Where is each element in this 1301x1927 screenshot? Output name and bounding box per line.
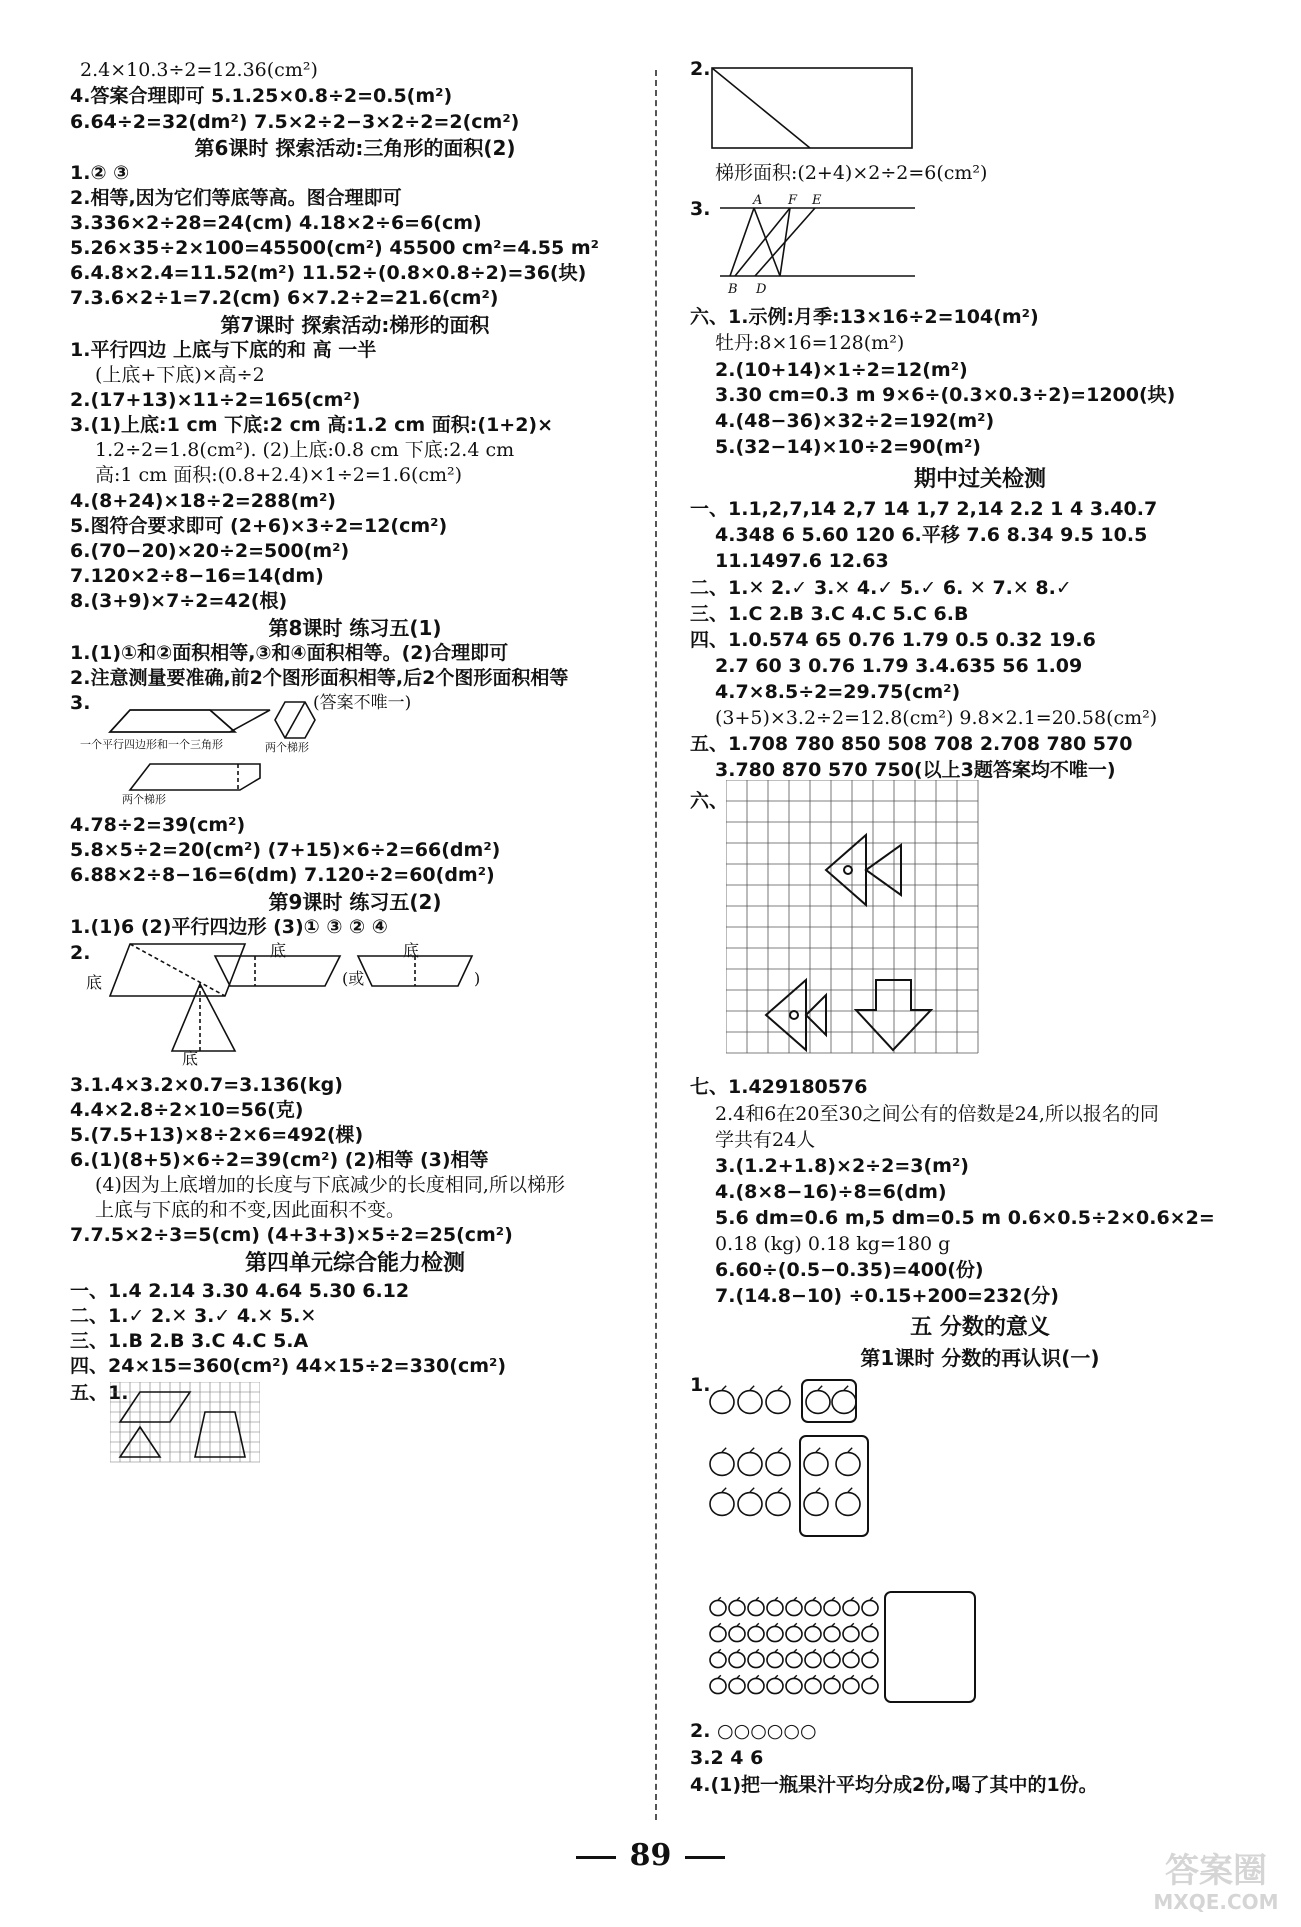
apple-icon: [862, 1626, 878, 1641]
apple-stem: [848, 1488, 852, 1492]
apple-icon: [836, 1493, 860, 1516]
answer-line: 4.(48−36)×32÷2=192(m²): [715, 410, 995, 432]
apple-stem: [870, 1597, 873, 1600]
footer-dash: [685, 1856, 725, 1859]
apple-stem: [722, 1386, 726, 1390]
apple-icon: [710, 1678, 726, 1693]
answer-line: 3.2 4 6: [690, 1747, 764, 1769]
base-label: 底: [86, 973, 103, 992]
apple-stem: [737, 1597, 740, 1600]
answer-line: 6.88×2÷8−16=6(dm) 7.120÷2=60(dm²): [70, 864, 495, 886]
base-height-figure: [70, 936, 630, 1066]
apple-icon: [738, 1391, 762, 1414]
apple-icon: [748, 1652, 764, 1667]
footer-dash: [576, 1856, 616, 1859]
transformation-grid: [726, 780, 986, 1070]
answer-line: 3.: [70, 692, 91, 714]
apple-icon: [766, 1453, 790, 1476]
apple-stem: [756, 1675, 759, 1678]
answer-line: 3.(1)上底:1 cm 下底:2 cm 高:1.2 cm 面积:(1+2)×: [70, 414, 554, 436]
base-label: 底: [182, 1049, 199, 1068]
apple-icon: [843, 1600, 859, 1615]
answer-line: 二、1.✕ 2.✓ 3.✕ 4.✓ 5.✓ 6. ✕ 7.✕ 8.✓: [690, 577, 1072, 599]
answer-line: 4.答案合理即可 5.1.25×0.8÷2=0.5(m²): [70, 85, 453, 107]
answer-line: 11.1497.6 12.63: [715, 550, 889, 572]
answer-line: 1.② ③: [70, 162, 130, 184]
arrow-shape: [856, 980, 931, 1050]
answer-line: 1.2÷2=1.8(cm²). (2)上底:0.8 cm 下底:2.4 cm: [95, 439, 515, 461]
apple-stem: [794, 1597, 797, 1600]
apple-stem: [775, 1597, 778, 1600]
two-trapezoids-shape-bottom: [130, 764, 260, 790]
answer-line: 七、1.429180576: [690, 1076, 868, 1098]
watermark-url: MXQE.COM: [1153, 1890, 1279, 1914]
apple-stem: [832, 1623, 835, 1626]
lesson-heading: 第6课时 探索活动:三角形的面积(2): [194, 136, 516, 160]
answer-line: 2. ○○○○○○: [690, 1720, 817, 1742]
answer-line: 5.8×5÷2=20(cm²) (7+15)×6÷2=66(dm²): [70, 839, 501, 861]
answer-line: 7.(14.8−10) ÷0.15+200=232(分): [715, 1285, 1059, 1307]
unit-heading: 五 分数的意义: [910, 1315, 1050, 1340]
answer-line: 4.(8+24)×18÷2=288(m²): [70, 490, 336, 512]
apple-icon: [729, 1678, 745, 1693]
answer-line: 牡丹:8×16=128(m²): [715, 332, 905, 354]
answer-line: 上底与下底的和不变,因此面积不变。: [95, 1199, 406, 1221]
apple-stem: [737, 1675, 740, 1678]
apple-stem: [851, 1623, 854, 1626]
figure-caption: 一个平行四边形和一个三角形: [80, 738, 223, 751]
answer-line: 5.6 dm=0.6 m,5 dm=0.5 m 0.6×0.5÷2×0.6×2=: [715, 1207, 1215, 1229]
answer-line: 学共有24人: [715, 1129, 816, 1151]
apple-icon: [843, 1626, 859, 1641]
answer-line: 高:1 cm 面积:(0.8+2.4)×1÷2=1.6(cm²): [95, 464, 463, 486]
answer-line: 六、: [690, 790, 729, 812]
apple-icon: [824, 1600, 840, 1615]
apple-icon: [786, 1678, 802, 1693]
lesson-heading: 第9课时 练习五(2): [268, 890, 442, 914]
apple-stem: [816, 1488, 820, 1492]
answer-line: 6.64÷2=32(dm²) 7.5×2÷2−3×2÷2=2(cm²): [70, 111, 520, 133]
answer-line: 6.60÷(0.5−0.35)=400(份): [715, 1259, 984, 1281]
answer-line: 3.780 870 570 750(以上3题答案均不唯一): [715, 759, 1116, 781]
point-label-A: A: [753, 193, 763, 208]
apple-icon: [805, 1600, 821, 1615]
answer-line: 4.348 6 5.60 120 6.平移 7.6 8.34 9.5 10.5: [715, 524, 1148, 546]
apple-stem: [848, 1448, 852, 1452]
answer-line: 5.(7.5+13)×8÷2×6=492(棵): [70, 1124, 364, 1146]
apple-icon: [710, 1626, 726, 1641]
apple-stem: [844, 1386, 848, 1390]
apple-icon: [836, 1453, 860, 1476]
answer-line: (上底+下底)×高÷2: [95, 364, 265, 386]
point-label-F: F: [788, 193, 798, 208]
apple-stem: [775, 1675, 778, 1678]
apple-icon: [843, 1652, 859, 1667]
apple-icon: [710, 1453, 734, 1476]
apple-stem: [832, 1649, 835, 1652]
apple-icon: [710, 1652, 726, 1667]
apple-stem: [778, 1386, 782, 1390]
apple-icon: [738, 1493, 762, 1516]
lesson-heading: 第1课时 分数的再认识(一): [860, 1346, 1100, 1370]
answer-line: 5.26×35÷2×100=45500(cm²) 45500 cm²=4.55 m²: [70, 237, 599, 259]
apple-stem: [756, 1623, 759, 1626]
answer-line: 三、1.B 2.B 3.C 4.C 5.A: [70, 1330, 309, 1352]
apple-icon: [824, 1652, 840, 1667]
apple-stem: [832, 1597, 835, 1600]
grid-drawing: [110, 1382, 260, 1467]
answer-line: 1.(1)6 (2)平行四边形 (3)① ③ ② ④: [70, 916, 388, 938]
apple-icon: [786, 1652, 802, 1667]
apple-icon: [804, 1453, 828, 1476]
answer-line: 四、24×15=360(cm²) 44×15÷2=330(cm²): [70, 1355, 507, 1377]
figure-note: (答案不唯一): [313, 693, 412, 713]
point-label-E: E: [812, 193, 822, 208]
apple-icon: [804, 1493, 828, 1516]
or-label: (或: [342, 969, 365, 988]
apple-stem: [722, 1448, 726, 1452]
apple-stem: [775, 1649, 778, 1652]
apple-stem: [816, 1448, 820, 1452]
apple-icon: [805, 1626, 821, 1641]
apple-stem: [851, 1649, 854, 1652]
apple-stem: [794, 1649, 797, 1652]
apple-icon: [806, 1391, 830, 1414]
apple-icon: [748, 1626, 764, 1641]
answer-line: 7.3.6×2÷1=7.2(cm) 6×7.2÷2=21.6(cm²): [70, 287, 499, 309]
parallelogram-shape: [110, 944, 245, 996]
answer-line: 2.相等,因为它们等底等高。图合理即可: [70, 187, 402, 209]
apple-icon: [767, 1626, 783, 1641]
answer-line: 五、1.708 780 850 508 708 2.708 780 570: [690, 733, 1133, 755]
base-label: 底: [270, 941, 287, 960]
apple-stem: [778, 1448, 782, 1452]
watermark-text: 答案圈: [1165, 1851, 1267, 1891]
answer-line: 二、1.✓ 2.✕ 3.✓ 4.✕ 5.✕: [70, 1305, 317, 1327]
answer-line: 2.7 60 3 0.76 1.79 3.4.635 56 1.09: [715, 655, 1083, 677]
apple-icon: [748, 1600, 764, 1615]
apple-stem: [722, 1488, 726, 1492]
answer-line: 3.336×2÷28=24(cm) 4.18×2÷6=6(cm): [70, 212, 482, 234]
apple-icon: [748, 1678, 764, 1693]
answer-line: 六、1.示例:月季:13×16÷2=104(m²): [690, 306, 1039, 328]
answer-line: 7.120×2÷8−16=14(dm): [70, 565, 324, 587]
apple-icon: [766, 1391, 790, 1414]
answer-line: 3.: [690, 198, 711, 220]
apple-stem: [718, 1597, 721, 1600]
apple-icon: [767, 1678, 783, 1693]
apple-stem: [750, 1448, 754, 1452]
lesson-heading: 第7课时 探索活动:梯形的面积: [220, 313, 490, 337]
base-label: 底: [403, 941, 420, 960]
answer-line: 五、1.: [70, 1382, 129, 1404]
answer-line: 1.(1)①和②面积相等,③和④面积相等。(2)合理即可: [70, 642, 509, 664]
apple-icon: [862, 1652, 878, 1667]
apple-icon: [862, 1600, 878, 1615]
figure-caption: 两个梯形: [265, 741, 309, 754]
apple-stem: [756, 1597, 759, 1600]
apple-stem: [718, 1649, 721, 1652]
apple-stem: [775, 1623, 778, 1626]
answer-line: 8.(3+9)×7÷2=42(根): [70, 590, 288, 612]
apple-stem: [794, 1675, 797, 1678]
apple-icon: [824, 1626, 840, 1641]
answer-line: 2.: [70, 942, 91, 964]
answer-line: 一、1.1,2,7,14 2,7 14 1,7 2,14 2.2 1 4 3.40.7: [690, 498, 1158, 520]
answer-line: 6.(1)(8+5)×6÷2=39(cm²) (2)相等 (3)相等: [70, 1149, 489, 1171]
page-number: 89: [629, 1838, 672, 1873]
answer-line: 3.1.4×3.2×0.7=3.136(kg): [70, 1074, 343, 1096]
apple-stem: [813, 1649, 816, 1652]
answer-line: 4.(1)把一瓶果汁平均分成2份,喝了其中的1份。: [690, 1774, 1098, 1796]
apple-icon: [710, 1493, 734, 1516]
answer-line: 2.(17+13)×11÷2=165(cm²): [70, 389, 361, 411]
apple-stem: [737, 1649, 740, 1652]
apple-stem: [794, 1623, 797, 1626]
fish-shape-bottom: [766, 980, 806, 1050]
answer-line: 2.: [690, 58, 711, 80]
section-heading: 期中过关检测: [913, 467, 1046, 492]
answer-line: 3.(1.2+1.8)×2÷2=3(m²): [715, 1155, 969, 1177]
answer-line: 6.(70−20)×20÷2=500(m²): [70, 540, 350, 562]
point-label-D: D: [756, 282, 767, 297]
apples-figure: [702, 1376, 1002, 1711]
apple-stem: [756, 1649, 759, 1652]
apple-icon: [766, 1493, 790, 1516]
apple-stem: [870, 1623, 873, 1626]
answer-line: 5.图符合要求即可 (2+6)×3÷2=12(cm²): [70, 515, 448, 537]
apple-icon: [843, 1678, 859, 1693]
parallelogram-triangle-shape: [110, 710, 235, 732]
apple-stem: [718, 1675, 721, 1678]
answer-line: 三、1.C 2.B 3.C 4.C 5.C 6.B: [690, 603, 969, 625]
apple-icon: [832, 1391, 856, 1414]
answer-line: 3.30 cm=0.3 m 9×6÷(0.3×0.3÷2)=1200(块): [715, 384, 1176, 406]
paren-close: ): [474, 969, 481, 988]
apple-stem: [778, 1488, 782, 1492]
watermark-logo: [1141, 1851, 1291, 1921]
answer-line: 4.4×2.8÷2×10=56(克): [70, 1099, 304, 1121]
apple-stem: [750, 1488, 754, 1492]
answer-line: 0.18 (kg) 0.18 kg=180 g: [715, 1233, 951, 1255]
apple-icon: [786, 1600, 802, 1615]
apple-icon: [710, 1600, 726, 1615]
answer-line: 1.平行四边 上底与下底的和 高 一半: [70, 339, 377, 361]
answer-line: 4.(8×8−16)÷8=6(dm): [715, 1181, 947, 1203]
answer-line: 2.4×10.3÷2=12.36(cm²): [80, 59, 318, 81]
answer-line: 2.(10+14)×1÷2=12(m²): [715, 359, 968, 381]
point-label-B: B: [728, 282, 738, 297]
apple-icon: [786, 1626, 802, 1641]
lesson-heading: 第8课时 练习五(1): [268, 616, 442, 640]
figure-caption: 两个梯形: [122, 793, 166, 806]
answer-line: 四、1.0.574 65 0.76 1.79 0.5 0.32 19.6: [690, 629, 1096, 651]
answer-line: 一、1.4 2.14 3.30 4.64 5.30 6.12: [70, 1280, 410, 1302]
answer-line: (4)因为上底增加的长度与下底减少的长度相同,所以梯形: [95, 1174, 565, 1196]
fish-shape-top: [826, 835, 866, 905]
apple-stem: [832, 1675, 835, 1678]
apple-icon: [767, 1600, 783, 1615]
column-divider: [655, 70, 657, 1820]
answer-line: 1.: [690, 1374, 711, 1396]
apple-stem: [737, 1623, 740, 1626]
answer-line: 2.注意测量要准确,前2个图形面积相等,后2个图形面积相等: [70, 667, 569, 689]
answer-line: 6.4.8×2.4=11.52(m²) 11.52÷(0.8×0.8÷2)=36(块): [70, 262, 587, 284]
apple-stem: [813, 1597, 816, 1600]
apple-icon: [729, 1652, 745, 1667]
answer-line: 4.78÷2=39(cm²): [70, 814, 246, 836]
apple-icon: [862, 1678, 878, 1693]
page-footer: [0, 1838, 1301, 1873]
apple-icon: [805, 1678, 821, 1693]
answer-line: 7.7.5×2÷3=5(cm) (4+3+3)×5÷2=25(cm²): [70, 1224, 513, 1246]
answer-line: (3+5)×3.2÷2=12.8(cm²) 9.8×2.1=20.58(cm²): [715, 707, 1158, 729]
apple-stem: [851, 1675, 854, 1678]
apple-stem: [818, 1386, 822, 1390]
apple-stem: [870, 1649, 873, 1652]
section-heading: 第四单元综合能力检测: [244, 1251, 465, 1276]
apple-stem: [718, 1623, 721, 1626]
trapezoid-rectangle-figure: [710, 66, 920, 156]
apple-stem: [870, 1675, 873, 1678]
apple-icon: [767, 1652, 783, 1667]
apple-stem: [750, 1386, 754, 1390]
answer-line: 5.(32−14)×10÷2=90(m²): [715, 436, 981, 458]
apple-icon: [805, 1652, 821, 1667]
answer-line: 4.7×8.5÷2=29.75(cm²): [715, 681, 961, 703]
apple-icon: [729, 1600, 745, 1615]
apple-icon: [729, 1626, 745, 1641]
answer-line: 2.4和6在20至30之间公有的倍数是24,所以报名的同: [715, 1103, 1159, 1125]
apple-stem: [813, 1675, 816, 1678]
apple-icon: [710, 1391, 734, 1414]
apple-stem: [813, 1623, 816, 1626]
apple-stem: [851, 1597, 854, 1600]
apple-icon: [738, 1453, 762, 1476]
apple-icon: [824, 1678, 840, 1693]
answer-line: 梯形面积:(2+4)×2÷2=6(cm²): [715, 162, 988, 184]
